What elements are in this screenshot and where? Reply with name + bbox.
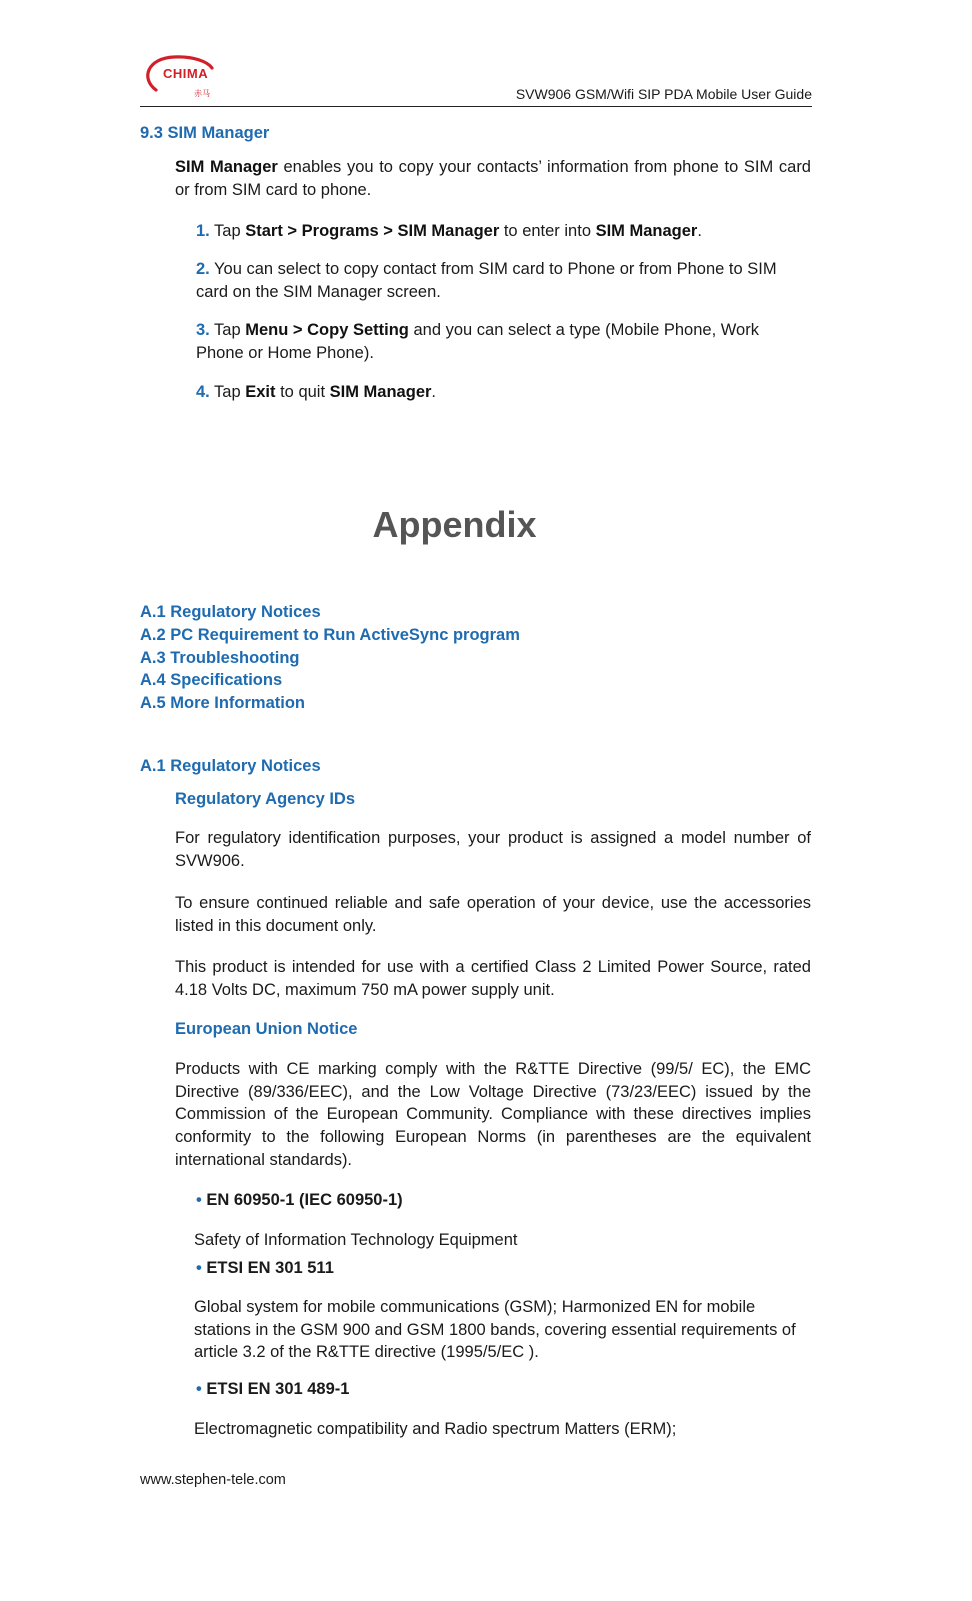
step-target-bold: SIM Manager: [329, 383, 432, 401]
norm-item-en-60950: [196, 1191, 403, 1210]
toc-link-more-information[interactable]: A.5 More Information: [140, 694, 306, 713]
logo-subtext: 赤马: [194, 89, 210, 98]
step-text: You can select to copy contact from SIM card to Phone or from Phone to SIM card on the SIM Manager screen.: [196, 260, 777, 301]
step-text: to quit: [275, 383, 330, 401]
document-title: SVW906 GSM/Wifi SIP PDA Mobile User Guide: [515, 86, 812, 102]
step-number: 4.: [196, 383, 210, 401]
bullet-icon: •: [196, 1380, 202, 1398]
norm-description: Global system for mobile communications (GSM); Harmonized EN for mobile stations in the GSM 900 and GSM 1800 bands, covering essential requirements of article 3.2 of the R&TTE directive (1995/5/EC ).: [194, 1298, 796, 1362]
step-path-bold: Start > Programs > SIM Manager: [245, 222, 500, 240]
step-path-bold: Menu > Copy Setting: [245, 321, 409, 339]
sim-step-4: [196, 381, 811, 404]
step-text: to enter into: [499, 222, 596, 240]
eu-notice-paragraph: Products with CE marking comply with the R&TTE Directive (99/5/ EC), the EMC Directive (89/336/EEC), and the Low Voltage Directive (73/23/EEC) issued by the Commission of the European Community. Compliance with these directives implies conformity to the following European Norms (in parentheses are the equivalent international standards).: [175, 1060, 811, 1169]
step-number: 1.: [196, 222, 210, 240]
step-text: Tap: [209, 383, 246, 401]
section-heading-regulatory-notices: A.1 Regulatory Notices: [140, 757, 321, 775]
agency-paragraph-3: This product is intended for use with a certified Class 2 Limited Power Source, rated 4.18 Volts DC, maximum 750 mA power supply unit.: [175, 958, 811, 999]
norm-title: EN 60950-1 (IEC 60950-1): [206, 1191, 403, 1209]
toc-link-specifications[interactable]: A.4 Specifications: [140, 671, 283, 690]
sim-intro-paragraph: [175, 156, 811, 201]
section-heading-sim-manager: 9.3 SIM Manager: [140, 124, 270, 142]
bullet-icon: •: [196, 1259, 202, 1277]
norm-item-etsi-301-489: [196, 1380, 349, 1399]
step-text: Tap: [209, 321, 246, 339]
footer-url[interactable]: www.stephen-tele.com: [140, 1472, 286, 1488]
sim-step-2: [196, 258, 811, 303]
subheading-regulatory-agency-ids: Regulatory Agency IDs: [175, 790, 356, 808]
norm-description: Safety of Information Technology Equipment: [194, 1231, 518, 1249]
appendix-title: Appendix: [372, 504, 537, 545]
appendix-toc: [140, 601, 520, 715]
toc-link-troubleshooting[interactable]: A.3 Troubleshooting: [140, 648, 300, 667]
step-target-bold: SIM Manager: [595, 222, 698, 240]
step-text: .: [431, 383, 437, 401]
step-text: .: [697, 222, 702, 240]
header-divider: [140, 106, 812, 107]
norm-description: Electromagnetic compatibility and Radio spectrum Matters (ERM);: [194, 1420, 677, 1438]
norm-title: ETSI EN 301 511: [206, 1259, 334, 1277]
toc-link-pc-requirement[interactable]: A.2 PC Requirement to Run ActiveSync program: [140, 625, 520, 644]
step-number: 2.: [196, 260, 210, 278]
bullet-icon: •: [196, 1191, 202, 1209]
sim-intro-text: enables you to copy your contacts’ information from phone to SIM card or from SIM card to phone.: [175, 158, 811, 199]
norm-item-etsi-301-511: [196, 1259, 334, 1278]
agency-paragraph-2: To ensure continued reliable and safe operation of your device, use the accessories listed in this document only.: [175, 894, 811, 935]
subheading-eu-notice: European Union Notice: [175, 1020, 358, 1038]
step-number: 3.: [196, 321, 210, 339]
step-text: and you can select a type (Mobile Phone, Work Phone or Home Phone).: [196, 321, 759, 362]
logo-text: CHIMA: [163, 66, 209, 81]
toc-link-regulatory-notices[interactable]: A.1 Regulatory Notices: [140, 603, 321, 621]
sim-step-1: [196, 220, 811, 243]
norm-title: ETSI EN 301 489-1: [206, 1380, 350, 1398]
sim-intro-bold: SIM Manager: [175, 158, 278, 176]
sim-step-3: [196, 319, 796, 364]
step-text: Tap: [209, 222, 246, 240]
agency-paragraph-1: For regulatory identification purposes, your product is assigned a model number of SVW906.: [175, 829, 811, 870]
step-action-bold: Exit: [245, 383, 276, 401]
